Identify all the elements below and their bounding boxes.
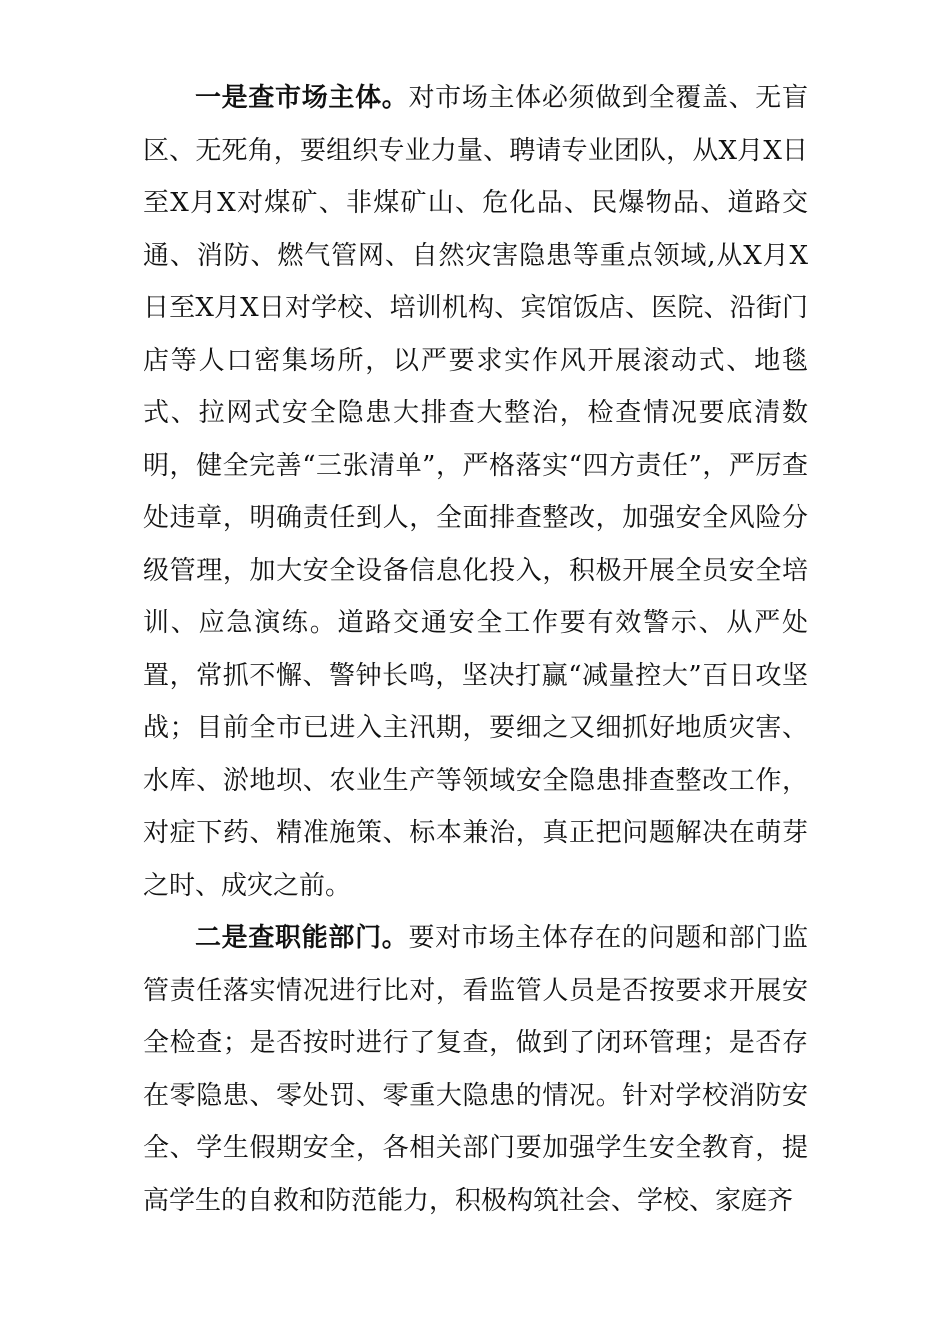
paragraph-heading: 二是查职能部门。 bbox=[195, 923, 409, 953]
paragraph-functional-departments bbox=[143, 912, 808, 1227]
paragraph-text: 对市场主体必须做到全覆盖、无盲区、无死角，要组织专业力量、聘请专业团队，从X月X日至X月X对煤矿、非煤矿山、危化品、民爆物品、道路交通、消防、燃气管网、自然灾害隐患等重点领域,从X月X日至X月X日对学校、培训机构、宾馆饭店、医院、沿街门店等人口密集场所，以严要求实作风开展滚动式、地毯式、拉网式安全隐患大排查大整治，检查情况要底清数明，健全完善“三张清单”，严格落实“四方责任”，严厉查处违章，明确责任到人，全面排查整改，加强安全风险分级管理，加大安全设备信息化投入，积极开展全员安全培训、应急演练。道路交通安全工作要有效警示、从严处置，常抓不懈、警钟长鸣，坚决打赢“减量控大”百日攻坚战；目前全市已进入主汛期，要细之又细抓好地质灾害、水库、淤地坝、农业生产等领域安全隐患排查整改工作，对症下药、精准施策、标本兼治，真正把问题解决在萌芽之时、成灾之前。 bbox=[143, 83, 808, 901]
paragraph-heading: 一是查市场主体。 bbox=[195, 83, 409, 113]
paragraph-text: 要对市场主体存在的问题和部门监管责任落实情况进行比对，看监管人员是否按要求开展安全检查；是否按时进行了复查，做到了闭环管理；是否存在零隐患、零处罚、零重大隐患的情况。针对学校消防安全、学生假期安全，各相关部门要加强学生安全教育，提高学生的自救和防范能力，积极构筑社会、学校、家庭齐 bbox=[143, 923, 808, 1216]
document-body bbox=[143, 72, 808, 1227]
paragraph-market-entities bbox=[143, 72, 808, 912]
